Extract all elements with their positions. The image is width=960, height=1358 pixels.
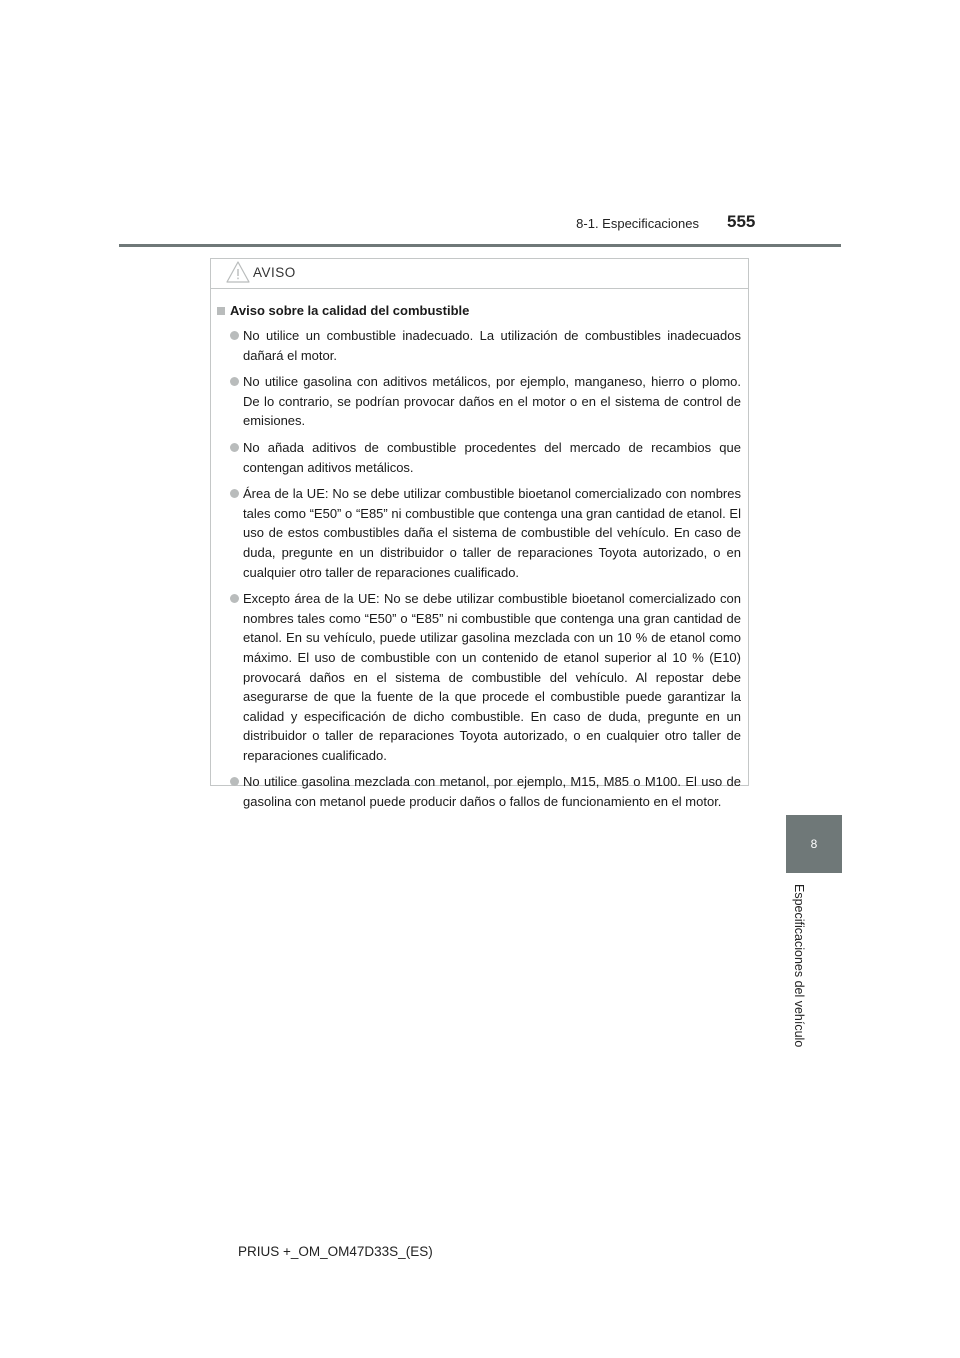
list-item [217,326,741,365]
document-code: PRIUS +_OM_OM47D33S_(ES) [238,1244,433,1259]
list-item-text: No utilice un combustible inadecuado. La utilización de combustibles inadecuados dañará el motor. [243,328,741,363]
chapter-label: Especificaciones del vehículo [792,884,806,1048]
list-item [217,372,741,431]
warning-triangle-icon [226,260,250,284]
header-section-title: 8-1. Especificaciones [576,216,699,231]
list-item [217,772,741,811]
chapter-tab [786,815,842,873]
warning-header [211,259,748,289]
list-item [217,438,741,477]
bullet-icon [230,377,239,386]
square-bullet-icon [217,307,225,315]
header-divider [119,244,841,247]
warning-title: AVISO [253,265,296,280]
list-item [217,484,741,582]
section-heading [217,301,741,320]
bullet-icon [230,777,239,786]
section-heading-text: Aviso sobre la calidad del combustible [230,303,470,318]
bullet-icon [230,489,239,498]
list-item-text: No añada aditivos de combustible procedentes del mercado de recambios que contengan aditivos metálicos. [243,439,741,475]
list-item-text: No utilice gasolina mezclada con metanol, por ejemplo, M15, M85 o M100. El uso de gasolina con metanol puede producir daños o fallos de funcionamiento en el motor. [243,774,741,810]
list-item-text: Excepto área de la UE: No se debe utilizar combustible bioetanol comercializado con nombres tales como “E50” o “E85” ni combustible que contenga una gran cantidad de etanol. En su vehículo, puede utilizar gasolina mezclada con un 10 % de etanol como máximo. El uso de combustible con un contenido de etanol superior al 10 % (E10) provocará daños en el sistema de combustible del vehículo. Al repostar debe asegurarse de que la fuente de la que procede el combustible puede garantizar la calidad y especificación de dicho combustible. En caso de duda, pregunte en un distribuidor o taller de reparaciones Toyota autorizado, o en cualquier otro taller de reparaciones cualificado. [243,591,741,763]
bullet-icon [230,594,239,603]
bullet-icon [230,331,239,340]
list-item [217,589,741,765]
bullet-icon [230,443,239,452]
list-item-text: Área de la UE: No se debe utilizar combustible bioetanol comercializado con nombres tales como “E50” o “E85” ni combustible que contenga una gran cantidad de etanol. El uso de estos combustibles daña el sistema de combustible del vehículo. En caso de duda, pregunte en un distribuidor o taller de reparaciones Toyota autorizado, o en cualquier otro taller de reparaciones cualificado. [243,486,741,580]
warning-body [211,289,748,812]
list-item-text: No utilice gasolina con aditivos metálicos, por ejemplo, manganeso, hierro o plomo. De lo contrario, se podrían provocar daños en el motor o en el sistema de control de emisiones. [243,374,741,429]
chapter-number: 8 [810,837,818,851]
warning-box [210,258,749,810]
page-number: 555 [727,212,756,231]
warning-list [217,326,741,812]
